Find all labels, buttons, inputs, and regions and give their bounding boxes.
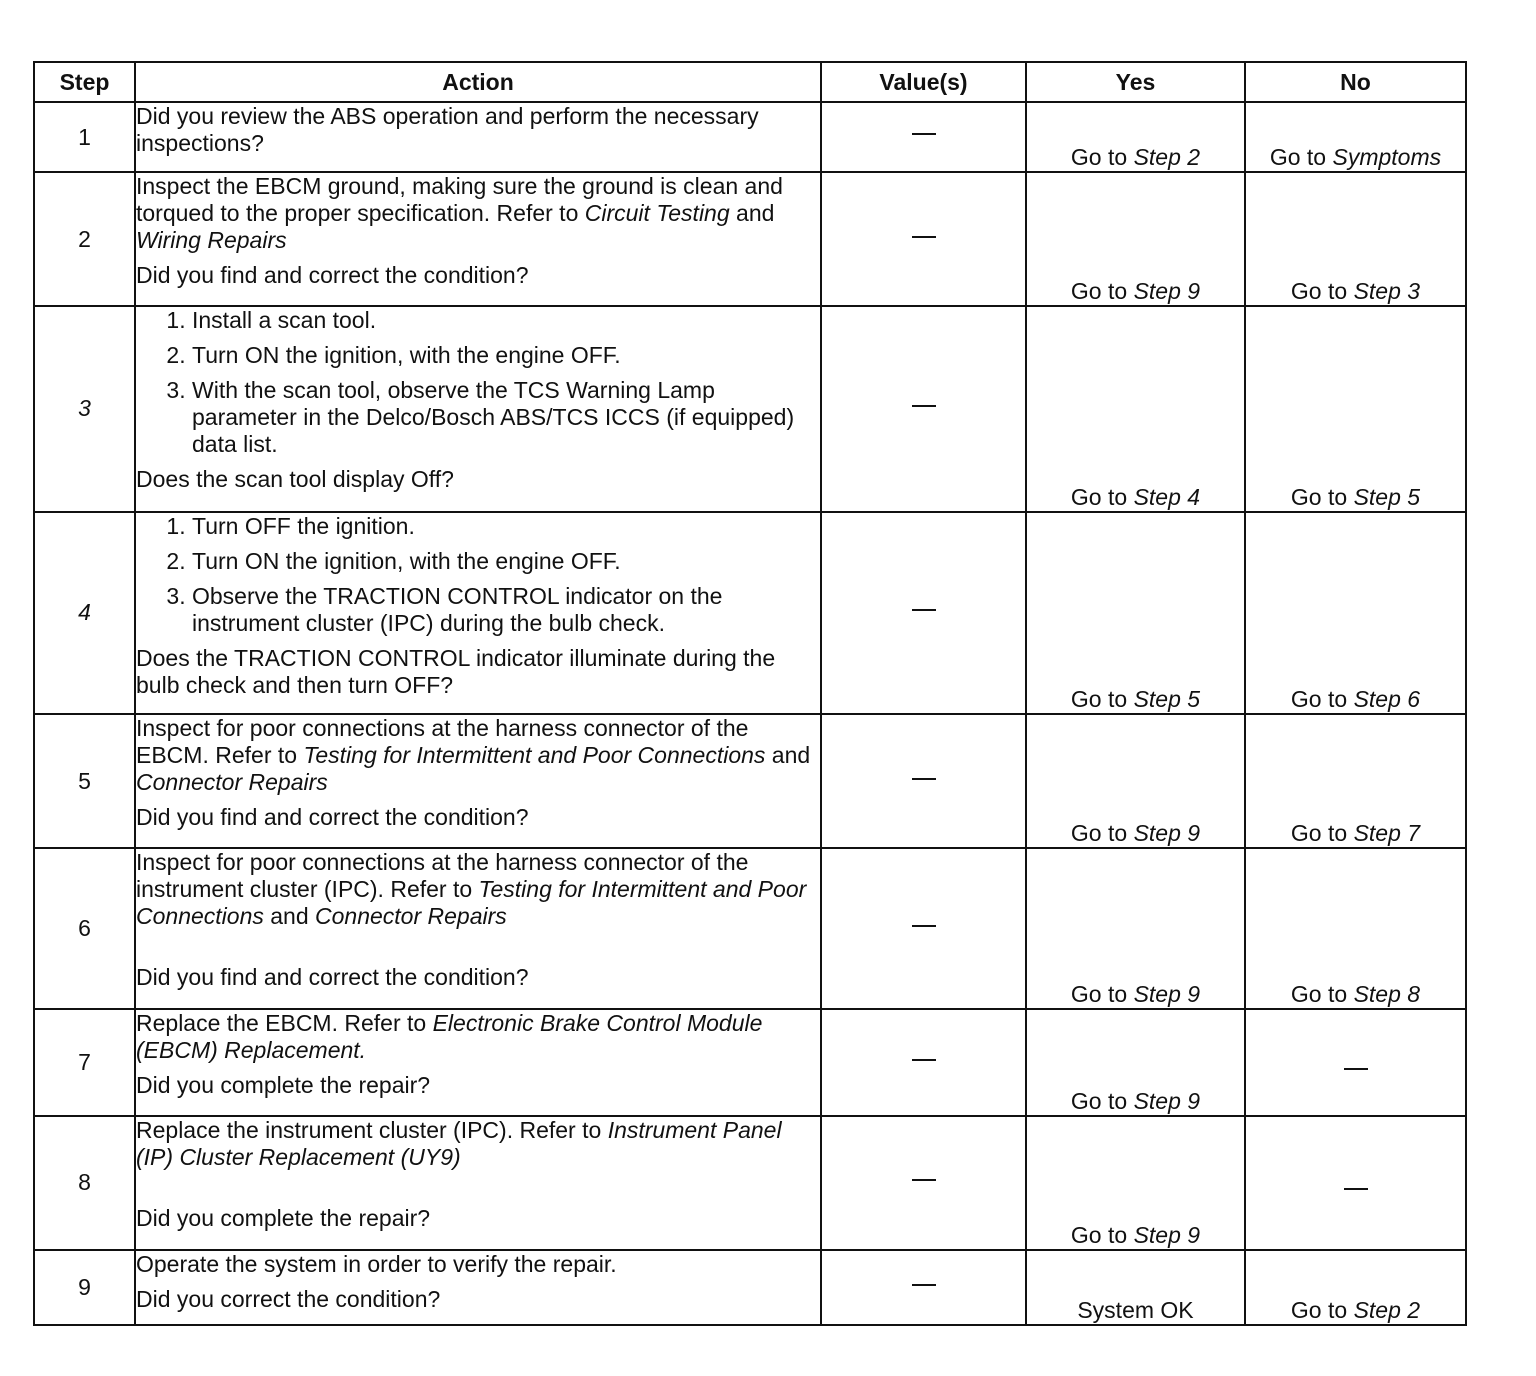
- no-target: Step 7: [1353, 820, 1421, 847]
- step-number: 6: [34, 848, 135, 1009]
- no-target: Step 2: [1353, 1297, 1421, 1323]
- action-question: Did you find and correct the condition?: [136, 262, 529, 289]
- header-values: Value(s): [821, 62, 1026, 102]
- go-to-label: Go to: [1070, 1221, 1134, 1248]
- reference-link: Wiring Repairs: [136, 227, 287, 254]
- dash-mark: [912, 609, 936, 611]
- action-question: Did you correct the condition?: [136, 1285, 441, 1312]
- header-no: No: [1245, 62, 1466, 102]
- table-row: [34, 306, 1466, 511]
- value-cell: [821, 848, 1026, 1009]
- no-target: Step 6: [1353, 685, 1421, 712]
- action-cell: [135, 102, 821, 172]
- action-cell: [135, 714, 821, 848]
- action-text-part: Inspect the EBCM ground, making sure the ground is clean and torqued to the proper specification. Refer to: [136, 173, 783, 227]
- no-cell: [1245, 1250, 1466, 1325]
- reference-link: Testing for Intermittent and Poor Connections: [136, 876, 807, 930]
- action-text-part: and: [729, 200, 775, 227]
- reference-link: Connector Repairs: [136, 768, 328, 795]
- value-cell: [821, 306, 1026, 511]
- table-row: [34, 1250, 1466, 1325]
- header-yes: Yes: [1026, 62, 1245, 102]
- action-question: Does the TRACTION CONTROL indicator illuminate during the bulb check and then turn OFF?: [136, 644, 776, 698]
- no-target: Step 3: [1353, 278, 1421, 305]
- action-cell: [135, 1009, 821, 1115]
- go-to-label: Go to: [1070, 981, 1134, 1008]
- go-to-label: Go to: [1290, 483, 1354, 510]
- table-row: [34, 512, 1466, 714]
- action-cell: [135, 512, 821, 714]
- list-item: 2. Turn ON the ignition, with the engine OFF.: [192, 342, 820, 369]
- yes-cell: [1026, 306, 1245, 511]
- action-question: Did you find and correct the condition?: [136, 964, 529, 991]
- dash-mark: [1344, 1188, 1368, 1190]
- go-to-label: Go to: [1070, 685, 1134, 712]
- reference-link: Electronic Brake Control Module (EBCM) Replacement.: [136, 1010, 763, 1064]
- dash-mark: [1344, 1068, 1368, 1070]
- value-cell: [821, 1116, 1026, 1250]
- no-cell: [1245, 306, 1466, 511]
- reference-link: Instrument Panel (IP) Cluster Replacement (UY9): [136, 1116, 782, 1170]
- no-cell: [1245, 102, 1466, 172]
- dash-mark: [912, 1179, 936, 1181]
- action-text: [136, 715, 820, 796]
- yes-target: Step 9: [1133, 981, 1201, 1008]
- no-cell: [1245, 848, 1466, 1009]
- action-text: [136, 1010, 820, 1064]
- list-item: 2. Turn ON the ignition, with the engine OFF.: [192, 548, 820, 575]
- yes-cell: [1026, 848, 1245, 1009]
- action-cell: [135, 848, 821, 1009]
- list-item: 1. Turn OFF the ignition.: [192, 513, 820, 540]
- action-cell: [135, 306, 821, 511]
- go-to-label: Go to: [1290, 685, 1354, 712]
- header-step: Step: [34, 62, 135, 102]
- list-item: 3. With the scan tool, observe the TCS Warning Lamp parameter in the Delco/Bosch ABS/TCS ICCS (if equipped) data list.: [192, 377, 820, 458]
- action-text-part: Replace the instrument cluster (IPC). Refer to: [136, 1116, 608, 1143]
- yes-target: Step 9: [1133, 1087, 1201, 1114]
- step-number: 5: [34, 714, 135, 848]
- reference-link: Connector Repairs: [315, 903, 507, 930]
- go-to-label: Go to: [1290, 981, 1354, 1008]
- yes-target: Step 9: [1133, 278, 1201, 305]
- action-cell: [135, 1116, 821, 1250]
- yes-cell: [1026, 172, 1245, 306]
- no-target: Step 8: [1353, 981, 1421, 1008]
- step-number: 4: [34, 512, 135, 714]
- go-to-label: Go to: [1290, 820, 1354, 847]
- step-number: 7: [34, 1009, 135, 1115]
- no-cell: [1245, 172, 1466, 306]
- action-question: Does the scan tool display Off?: [136, 466, 454, 493]
- go-to-label: Go to: [1290, 1297, 1354, 1323]
- value-cell: [821, 512, 1026, 714]
- action-cell: [135, 1250, 821, 1325]
- action-text-part: Replace the EBCM. Refer to: [136, 1010, 433, 1037]
- no-target: Symptoms: [1332, 144, 1442, 171]
- step-number: 3: [34, 306, 135, 511]
- dash-mark: [912, 1284, 936, 1286]
- step-number: 1: [34, 102, 135, 172]
- table-row: [34, 714, 1466, 848]
- table-row: [34, 102, 1466, 172]
- value-cell: [821, 102, 1026, 172]
- no-cell: [1245, 512, 1466, 714]
- value-cell: [821, 172, 1026, 306]
- action-text: Did you review the ABS operation and perform the necessary inspections?: [136, 103, 759, 156]
- action-cell: [135, 172, 821, 306]
- value-cell: [821, 1250, 1026, 1325]
- action-text: [136, 849, 820, 930]
- yes-cell: [1026, 1116, 1245, 1250]
- step-number: 9: [34, 1250, 135, 1325]
- dash-mark: [912, 405, 936, 407]
- no-target: Step 5: [1353, 483, 1421, 510]
- table-row: [34, 172, 1466, 306]
- dash-mark: [912, 1059, 936, 1061]
- go-to-label: Go to: [1070, 278, 1134, 305]
- go-to-label: Go to: [1070, 820, 1134, 847]
- action-text: [136, 1117, 820, 1171]
- go-to-label: Go to: [1070, 144, 1134, 171]
- go-to-label: Go to: [1269, 144, 1333, 171]
- value-cell: [821, 1009, 1026, 1115]
- yes-target: Step 5: [1133, 685, 1201, 712]
- dash-mark: [912, 133, 936, 135]
- action-steps-list: [136, 513, 820, 637]
- action-steps-list: [136, 307, 820, 458]
- action-text: [136, 173, 820, 254]
- yes-result: System OK: [1077, 1297, 1194, 1323]
- reference-link: Circuit Testing: [584, 200, 730, 227]
- no-cell: [1245, 1009, 1466, 1115]
- yes-cell: [1026, 512, 1245, 714]
- action-text-part: and: [765, 741, 811, 768]
- dash-mark: [912, 778, 936, 780]
- action-text-part: Inspect for poor connections at the harness connector of the instrument cluster (IPC). Refer to: [136, 849, 749, 903]
- dash-mark: [912, 925, 936, 927]
- reference-link: Testing for Intermittent and Poor Connections: [303, 741, 766, 768]
- yes-target: Step 4: [1133, 483, 1201, 510]
- action-text: Operate the system in order to verify the repair.: [136, 1250, 617, 1277]
- spacer: [136, 930, 820, 964]
- list-item: 3. Observe the TRACTION CONTROL indicator on the instrument cluster (IPC) during the bulb check.: [192, 583, 820, 637]
- action-text-part: Inspect for poor connections at the harness connector of the EBCM. Refer to: [136, 714, 749, 768]
- value-cell: [821, 714, 1026, 848]
- table-row: [34, 848, 1466, 1009]
- table-row: [34, 1009, 1466, 1115]
- list-item: 1. Install a scan tool.: [192, 307, 820, 334]
- header-row: [34, 62, 1466, 102]
- go-to-label: Go to: [1070, 483, 1134, 510]
- action-text-part: and: [263, 903, 316, 930]
- go-to-label: Go to: [1290, 278, 1354, 305]
- no-cell: [1245, 714, 1466, 848]
- yes-target: Step 2: [1133, 144, 1201, 171]
- yes-cell: [1026, 1009, 1245, 1115]
- diagnostic-table: [33, 61, 1467, 1326]
- action-question: Did you complete the repair?: [136, 1072, 431, 1099]
- yes-cell: [1026, 714, 1245, 848]
- no-cell: [1245, 1116, 1466, 1250]
- yes-cell: [1026, 102, 1245, 172]
- step-number: 8: [34, 1116, 135, 1250]
- action-question: Did you find and correct the condition?: [136, 803, 529, 830]
- spacer: [136, 1171, 820, 1205]
- header-action: Action: [135, 62, 821, 102]
- dash-mark: [912, 236, 936, 238]
- table-row: [34, 1116, 1466, 1250]
- yes-target: Step 9: [1133, 1221, 1201, 1248]
- go-to-label: Go to: [1070, 1087, 1134, 1114]
- yes-target: Step 9: [1133, 820, 1201, 847]
- step-number: 2: [34, 172, 135, 306]
- yes-cell: [1026, 1250, 1245, 1325]
- action-question: Did you complete the repair?: [136, 1204, 431, 1231]
